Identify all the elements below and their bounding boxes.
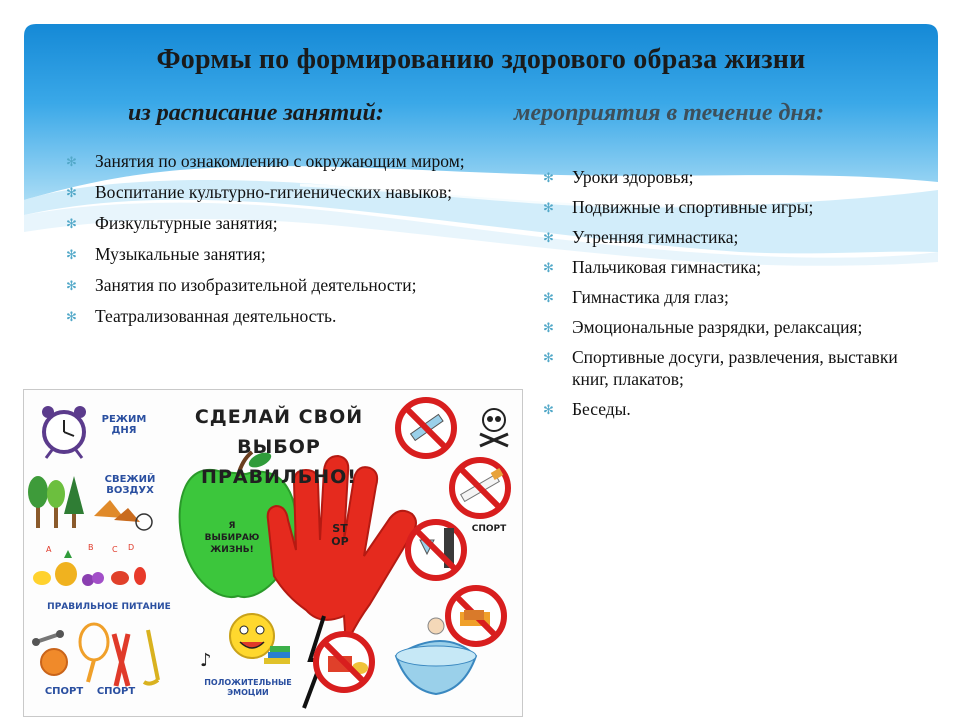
list-item: ✻ Театрализованная деятельность. — [66, 306, 337, 326]
music-note-icon — [200, 650, 212, 671]
list-item: ✻ Утренняя гимнастика; — [543, 227, 739, 247]
snowflake-bullet-icon: ✻ — [66, 309, 77, 324]
list-item: ✻ Подвижные и спортивные игры; — [543, 197, 814, 217]
list-item: ✻ Занятия по изобразительной деятельности; — [66, 275, 417, 295]
sport-caption: СПОРТ — [471, 524, 507, 534]
snowflake-bullet-icon: ✻ — [66, 247, 77, 262]
poster-letter: A — [46, 545, 52, 554]
slide-title: Формы по формированию здорового образа жизни — [156, 44, 806, 75]
list-item: ✻ Эмоциональные разрядки, релаксация; — [543, 317, 863, 337]
list-item: ✻ Физкультурные занятия; — [66, 213, 278, 233]
no-alcohol-sign-icon — [408, 522, 464, 578]
poster-heading-line: ВЫБОР ПРАВИЛЬНО! — [201, 436, 357, 488]
poster-letter: B — [88, 543, 94, 552]
list-item: ✻ Музыкальные занятия; — [66, 244, 266, 264]
poster-label-food: ПРАВИЛЬНОЕ ПИТАНИЕ — [47, 602, 171, 612]
no-fast-food-sign-icon — [316, 634, 372, 690]
list-item: ✻ Гимнастика для глаз; — [543, 287, 729, 307]
list-item: ✻ Уроки здоровья; — [543, 167, 694, 187]
list-item: ✻ Воспитание культурно-гигиенических навыков; — [66, 182, 452, 202]
list-item: ✻ Пальчиковая гимнастика; — [543, 257, 762, 277]
snowflake-bullet-icon: ✻ — [66, 278, 77, 293]
poster-label-emotions: ПОЛОЖИТЕЛЬНЫЕ ЭМОЦИИ — [204, 678, 292, 697]
poster-letter: C — [112, 545, 118, 554]
snowflake-bullet-icon: ✻ — [543, 290, 554, 305]
snowflake-bullet-icon: ✻ — [66, 185, 77, 200]
snowflake-bullet-icon: ✻ — [66, 216, 77, 231]
smiley-face-icon — [230, 614, 274, 658]
list-item: ✻ Занятия по ознакомлению с окружающим миром; — [66, 151, 465, 171]
list-item: ✻ Спортивные досуги, развлечения, выставки книг, плакатов; — [543, 347, 898, 389]
fruits-vegetables-icon — [33, 550, 146, 586]
right-bullet-list — [543, 166, 913, 428]
snowflake-bullet-icon: ✻ — [543, 320, 554, 335]
alarm-clock-icon — [42, 406, 86, 458]
apple-caption: Я ВЫБИРАЮ ЖИЗНЬ! — [204, 521, 260, 555]
poster-label-air: СВЕЖИЙ ВОЗДУХ — [104, 474, 156, 496]
right-column-heading: мероприятия в течение дня: — [514, 100, 825, 126]
snowflake-bullet-icon: ✻ — [66, 154, 77, 169]
poster-heading-line: СДЕЛАЙ СВОЙ — [194, 406, 364, 428]
sport-equipment-icon — [32, 624, 158, 686]
list-item: ✻ Беседы. — [543, 399, 631, 419]
poster-label-regime: РЕЖИМ ДНЯ — [101, 414, 147, 436]
left-column-heading: из расписание занятий: — [128, 100, 384, 126]
hand-stop-caption: STOP — [331, 522, 349, 548]
poster-letter: D — [128, 543, 135, 552]
no-drugs-sign-icon — [398, 400, 454, 456]
snowflake-bullet-icon: ✻ — [543, 402, 554, 417]
healthy-lifestyle-poster — [23, 389, 523, 717]
svg-text:♪: ♪ — [200, 650, 212, 671]
poster-label-sport: СПОРТ — [96, 686, 136, 697]
no-smoking-sign-icon — [452, 460, 508, 516]
snowflake-bullet-icon: ✻ — [543, 260, 554, 275]
snowflake-bullet-icon: ✻ — [543, 170, 554, 185]
snowflake-bullet-icon: ✻ — [543, 230, 554, 245]
left-bullet-list — [66, 150, 506, 336]
poster-heading — [164, 402, 394, 492]
snowflake-bullet-icon: ✻ — [543, 350, 554, 365]
brick-wall-icon — [464, 610, 484, 620]
skull-icon — [480, 409, 508, 446]
snowflake-bullet-icon: ✻ — [543, 200, 554, 215]
poster-label-sport: СПОРТ — [44, 686, 84, 697]
